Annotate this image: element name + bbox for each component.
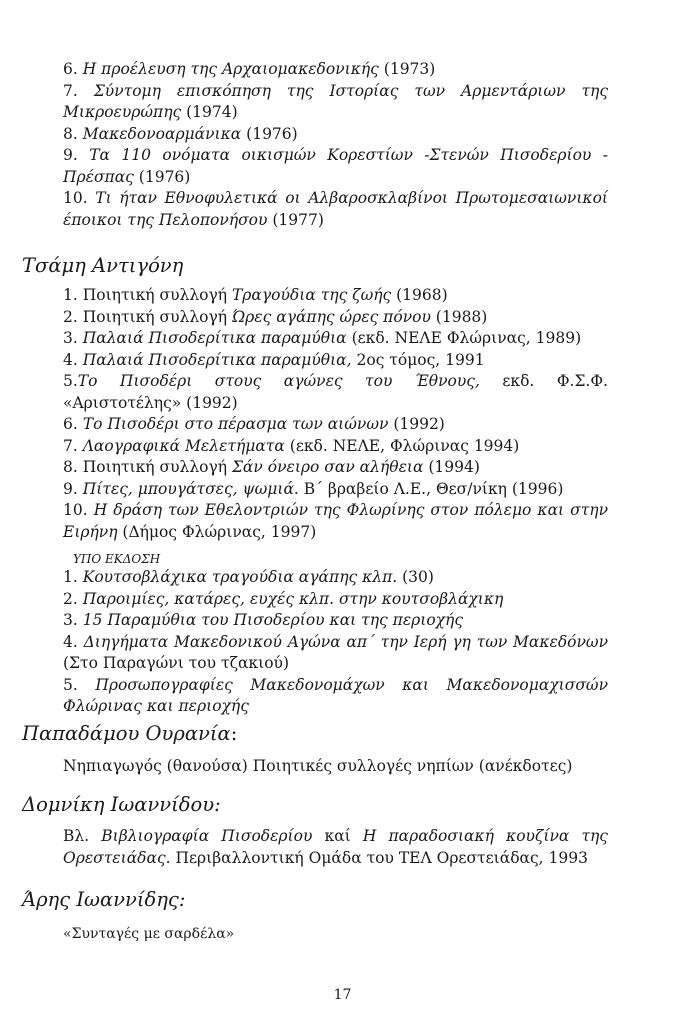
list-item: 10. Η δράση των Εθελοντριών της Φλωρίνης στον πόλεμο και στην Ειρήνη (Δήμος Φλώρινας, 1997) [63,501,609,541]
author-heading-ioannidis: Άρης Ιωαννίδης: [22,888,186,911]
page-number: 17 [333,987,352,1003]
list-item: 2. Ποιητική συλλογή Ώρες αγάπης ώρες πόνου (1988) [63,307,488,326]
author1-works-list [63,285,608,718]
list-item: 3. 15 Παραμύθια του Πισοδερίου και της περιοχής [63,611,464,629]
body-text: «Συνταγές με σαρδέλα» [63,926,235,942]
top-bibliography-list [63,59,608,231]
list-item: 5. Προσωπογραφίες Μακεδονομάχων και Μακεδονομαχισσών Φλώρινας και περιοχής [63,675,608,715]
pending-publication-heading: ΥΠΟ ΕΚΔΟΣΗ [73,552,161,566]
list-item: 9. Πίτες, μπουγάτσες, ψωμιά. Β΄ βραβείο Λ.Ε., Θεσ/νίκη (1996) [63,479,564,498]
list-item: 8. Ποιητική συλλογή Σάν όνειρο σαν αλήθεια (1994) [63,458,480,476]
author-heading-papadamou: Παπαδάμου Ουρανία: [22,722,238,745]
author2-description [63,756,608,778]
author-heading-ioannidou: Δομνίκη Ιωαννίδου: [22,793,221,816]
list-item: 7. Σύντομη επισκόπηση της Ιστορίας των Αρμεντάριων της Μικροευρώπης (1974) [63,81,608,121]
list-item: 5.Το Πισοδέρι στους αγώνες του Έθνους, εκδ. Φ.Σ.Φ. «Αριστοτέλης» (1992) [63,372,608,412]
list-item: 4. Διηγήματα Μακεδονικού Αγώνα απ΄ την Ιερή γη των Μακεδόνων (Στο Παραγώνι του τζακιού) [63,632,608,672]
body-text: Νηπιαγωγός (θανούσα) Ποιητικές συλλογές νηπίων (ανέκδοτες) [63,757,573,775]
author3-description [63,826,608,869]
list-item: 1. Ποιητική συλλογή Τραγούδια της ζωής (1968) [63,286,448,304]
author4-description [63,924,608,946]
list-item: 6. Η προέλευση της Αρχαιομακεδονικής (1973) [63,60,436,78]
body-text: Βλ. Βιβλιογραφία Πισοδερίου καί Η παραδοσιακή κουζίνα της Ορεστειάδας. Περιβαλλοντική Ομάδα του ΤΕΛ Ορεστειάδας, 1993 [63,827,608,867]
list-item: 1. Κουτσοβλάχικα τραγούδια αγάπης κλπ. (30) [63,568,434,586]
list-item: 8. Μακεδονοαρμάνικα (1976) [63,124,298,143]
list-item: 10. Τι ήταν Εθνοφυλετικά οι Αλβαροσκλαβίνοι Πρωτομεσαιωνικοί έποικοι της Πελοπονήσου (1977) [63,189,608,229]
author-heading-tsami: Τσάμη Αντιγόνη [22,254,184,277]
list-item: 4. Παλαιά Πισοδερίτικα παραμύθια, 2ος τόμος, 1991 [63,350,485,369]
list-item: 9. Τα 110 ονόματα οικισμών Κορεστίων -Στενών Πισοδερίου - Πρέσπας (1976) [63,146,608,186]
list-item: 3. Παλαιά Πισοδερίτικα παραμύθια (εκδ. ΝΕΛΕ Φλώρινας, 1989) [63,329,582,347]
list-item: 6. Το Πισοδέρι στο πέρασμα των αιώνων (1992) [63,415,445,433]
list-item: 2. Παροιμίες, κατάρες, ευχές κλπ. στην κουτσοβλάχικη [63,589,504,608]
list-item: 7. Λαογραφικά Μελετήματα (εκδ. ΝΕΛΕ, Φλώρινας 1994) [63,436,520,455]
